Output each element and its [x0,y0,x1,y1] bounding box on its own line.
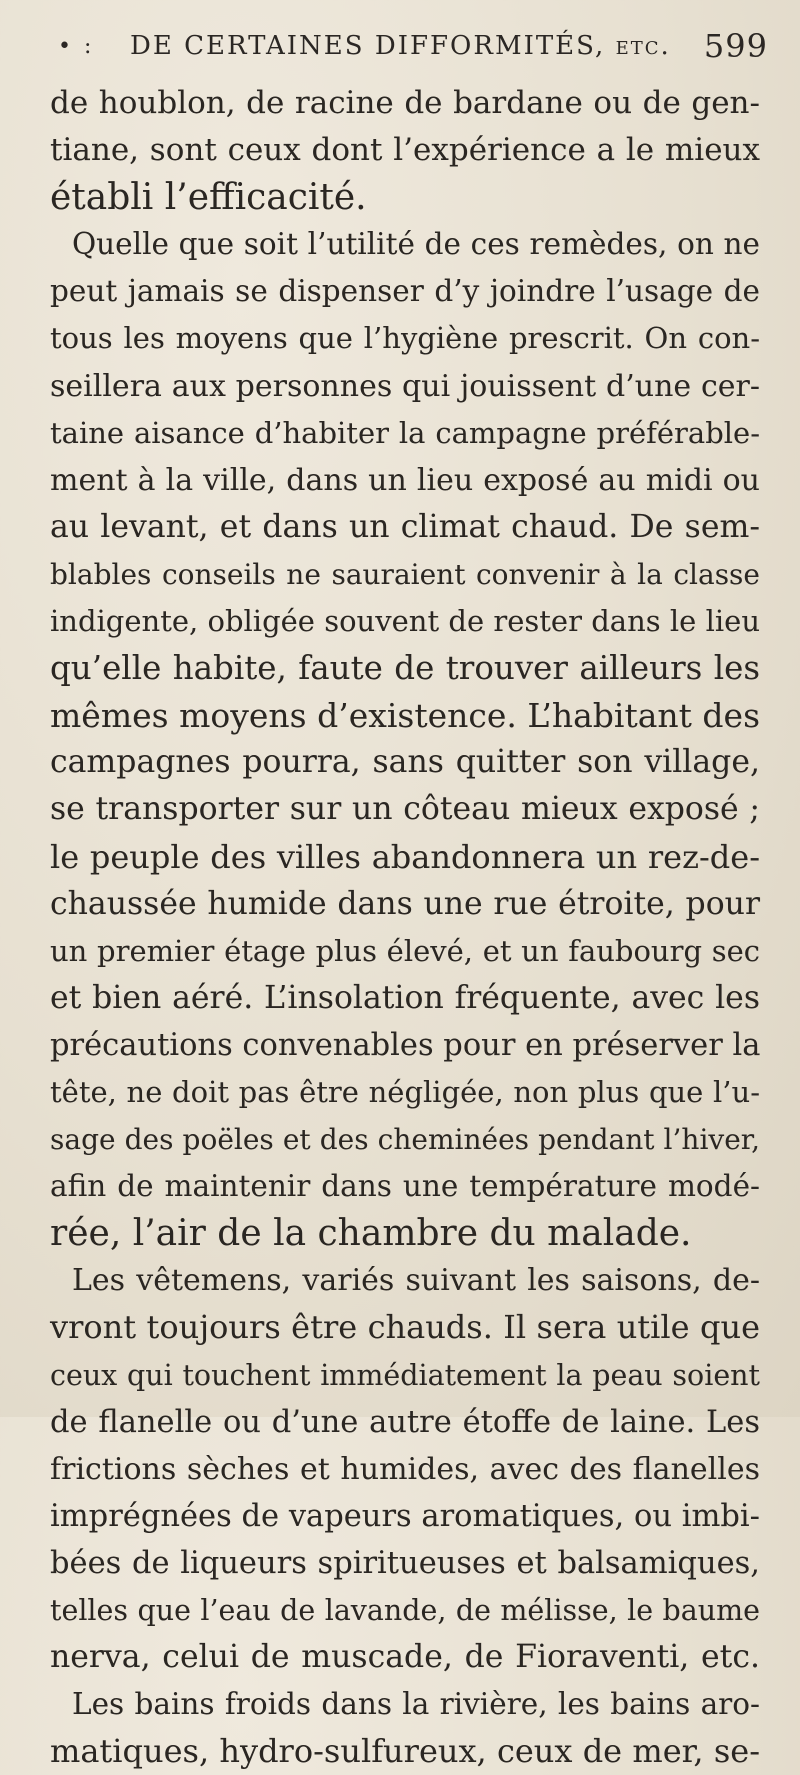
text-line: le peuple des villes abandonnera un rez-de- [50,837,760,876]
text-line: se transporter sur un côteau mieux exposé ; [50,791,760,828]
body-text [50,80,760,1775]
text-line: ceux qui touchent immédiatement la peau soient [50,1358,760,1392]
text-line: sage des poëles et des cheminées pendant l’hiver, [50,1123,760,1157]
text-line: tiane, sont ceux dont l’expérience a le mieux [50,132,760,169]
text-line: bées de liqueurs spiritueuses et balsamiques, [50,1545,760,1581]
text-line: campagnes pourra, sans quitter son village, [50,744,760,781]
text-line: peut jamais se dispenser d’y joindre l’usage de [50,274,760,309]
text-line: chaussée humide dans une rue étroite, pour [50,885,760,922]
text-line: blables conseils ne sauraient convenir à la classe [50,557,760,591]
text-line: mêmes moyens d’existence. L’habitant des [50,696,760,736]
text-line: tête, ne doit pas être négligée, non plus que l’u- [50,1074,760,1109]
text-line: frictions sèches et humides, avec des flanelles [50,1451,760,1487]
text-line: tous les moyens que l’hygiène prescrit. On con- [50,321,760,356]
text-line: telles que l’eau de lavande, de mélisse, le baume [50,1594,760,1627]
text-line: taine aisance d’habiter la campagne préférable- [50,415,760,450]
text-line: nerva, celui de muscade, de Fioraventi, etc. [50,1639,760,1676]
page-number: 599 [703,27,768,65]
text-line: un premier étage plus élevé, et un faubourg sec [50,933,760,968]
text-line: rée, l’air de la chambre du malade. [50,1213,692,1255]
text-line: Quelle que soit l’utilité de ces remèdes, on ne [72,227,760,262]
text-line: de flanelle ou d’une autre étoffe de laine. Les [50,1404,760,1440]
text-line: et bien aéré. L’insolation fréquente, avec les [50,979,760,1016]
text-line: Les vêtemens, variés suivant les saisons, de- [72,1263,760,1299]
text-line: ment à la ville, dans un lieu exposé au midi ou [50,462,760,498]
text-line: imprégnées de vapeurs aromatiques, ou imbi- [50,1498,760,1534]
text-line: afin de maintenir dans une température modé- [50,1169,760,1204]
text-line: au levant, et dans un climat chaud. De sem- [50,508,760,545]
text-line: Les bains froids dans la rivière, les bains aro- [72,1687,760,1722]
header-mark: • : [58,33,95,59]
text-line: vront toujours être chauds. Il sera utile que [50,1308,760,1347]
text-line: de houblon, de racine de bardane ou de gen- [50,85,760,121]
text-line: matiques, hydro-sulfureux, ceux de mer, se- [50,1732,760,1771]
text-line: établi l’efficacité. [50,177,367,219]
text-line: qu’elle habite, faute de trouver ailleurs les [50,649,760,688]
text-line: seillera aux personnes qui jouissent d’une cer- [50,368,760,404]
text-line: indigente, obligée souvent de rester dans le lieu [50,604,760,639]
text-line: précautions convenables pour en préserver la [50,1027,761,1063]
running-title: DE CERTAINES DIFFORMITÉS, etc. [130,31,671,61]
running-head [58,22,768,70]
